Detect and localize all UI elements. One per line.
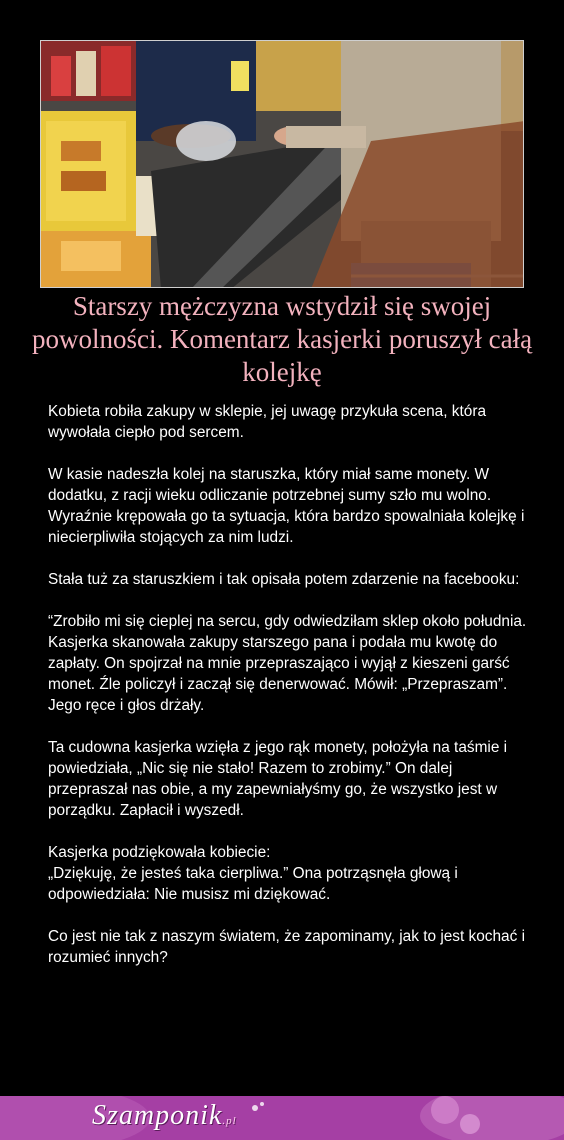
footer-decoration — [0, 1096, 564, 1140]
checkout-photo — [40, 40, 524, 288]
article-paragraph: Stała tuż za staruszkiem i tak opisała potem zdarzenie na facebooku: — [48, 571, 520, 588]
site-footer-banner — [0, 1096, 564, 1140]
article-headline: Starszy mężczyzna wstydził się swojej powolności. Komentarz kasjerki poruszył całą kolejkę — [31, 291, 533, 387]
article-paragraph: Kobieta robiła zakupy w sklepie, jej uwagę przykuła scena, która wywołała ciepło pod sercem. — [48, 403, 487, 441]
article-paragraph: Co jest nie tak z naszym światem, że zapominamy, jak to jest kochać i rozumieć innych? — [48, 928, 526, 966]
article-paragraph: W kasie nadeszła kolej na staruszka, który miał same monety. W dodatku, z racji wieku odliczanie potrzebnej sumy szło mu wolno. Wyraźnie krępowała go ta sytuacja, która bardzo spowalniała kolejkę i niecierpliwiła stojących za nim ludzi. — [48, 466, 525, 546]
article-paragraph: Ta cudowna kasjerka wzięła z jego rąk monety, położyła na taśmie i powiedziała, „Nic się nie stało! Razem to zrobimy.” On dalej przepraszał nas obie, a my zapewniałyśmy go, że wszystko jest w porządku. Zapłacił i wyszedł. — [48, 739, 508, 819]
article-paragraph: Kasjerka podziękowała kobiecie: „Dziękuję, że jesteś taka cierpliwa.” Ona potrząsnęła głową i odpowiedziała: Nie musisz mi dziękować. — [48, 844, 458, 903]
article-paragraph: “Zrobiło mi się cieplej na sercu, gdy odwiedziłam sklep około południa. Kasjerka skanowała zakupy starszego pana i podała mu kwotę do zapłaty. On spojrzał na mnie przepraszająco i wyjął z kieszeni garść monet. Źle policzył i zaczął się denerwować. Mówił: „Przepraszam”. Jego ręce i głos drżały. — [48, 613, 527, 714]
brand-name: Szamponik — [92, 1100, 223, 1131]
brand-tld: .pl — [222, 1115, 237, 1127]
article-body — [48, 401, 528, 989]
szamponik-logo — [92, 1100, 237, 1132]
checkout-photo-illustration — [41, 41, 524, 288]
